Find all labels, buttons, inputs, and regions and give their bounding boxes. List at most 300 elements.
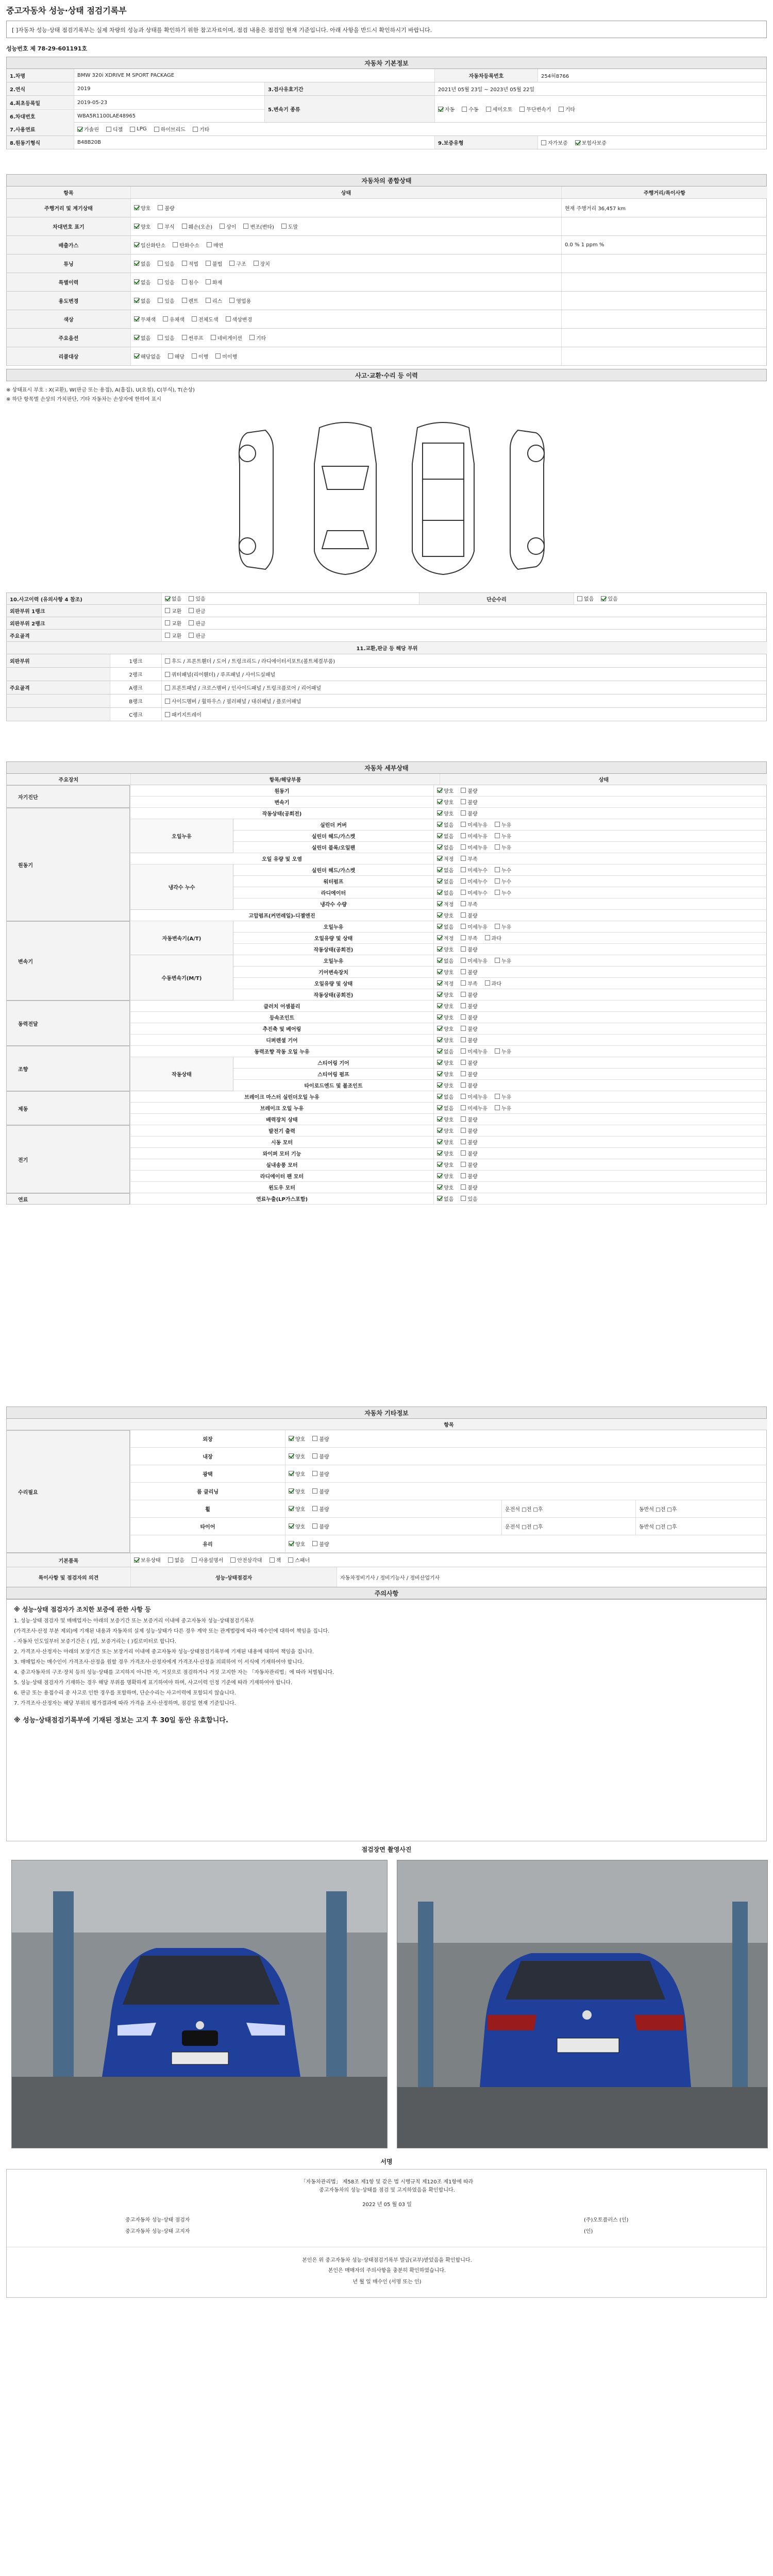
option[interactable] <box>168 352 184 360</box>
detail-row <box>233 819 767 831</box>
checkbox-icon <box>495 1094 500 1099</box>
option[interactable] <box>461 821 488 828</box>
option[interactable] <box>189 595 205 602</box>
option[interactable] <box>437 1183 453 1191</box>
accident-row <box>6 605 767 617</box>
checkbox-icon <box>461 1003 466 1008</box>
option[interactable] <box>192 352 208 360</box>
checkbox-icon <box>437 1060 442 1065</box>
option[interactable] <box>437 979 453 987</box>
other-row <box>130 1483 767 1500</box>
option[interactable] <box>134 315 156 323</box>
option[interactable] <box>281 223 298 230</box>
option-label: 누유 <box>501 1094 512 1100</box>
notes-heading-2: ※ 성능·상태점검기록부에 기재된 정보는 고지 후 30일 동안 유효합니다. <box>14 1717 228 1724</box>
rank-parts[interactable] <box>161 668 767 681</box>
option[interactable] <box>229 297 251 304</box>
general-state <box>130 236 561 254</box>
option[interactable] <box>134 241 165 249</box>
option[interactable] <box>206 297 222 304</box>
option[interactable] <box>437 1172 453 1180</box>
basic-items-options <box>130 1553 767 1567</box>
option[interactable] <box>158 278 174 286</box>
option[interactable] <box>461 968 477 976</box>
detail-item: 오일 유량 및 오염 <box>261 857 303 862</box>
option-group <box>134 315 259 324</box>
option-label: 없음 <box>444 1196 454 1202</box>
option-label: 도말 <box>288 224 298 230</box>
option[interactable] <box>289 1435 305 1443</box>
option[interactable] <box>437 1047 453 1055</box>
fuel-opt[interactable] <box>106 125 123 133</box>
option[interactable] <box>437 1081 453 1089</box>
rank-row <box>6 654 767 668</box>
option[interactable] <box>601 595 617 602</box>
checkbox-icon <box>461 810 466 816</box>
option-label: 양호 <box>295 1471 306 1478</box>
general-note <box>561 347 767 365</box>
detail-state <box>433 1193 767 1204</box>
plate-label: 자동차등록번호 <box>434 69 537 82</box>
option[interactable] <box>437 1025 453 1032</box>
trans-opt[interactable] <box>438 105 455 113</box>
option[interactable] <box>461 1025 477 1032</box>
fuel-opt[interactable] <box>77 125 99 133</box>
section-photos: 점검장면 촬영사진 <box>6 1843 767 1856</box>
option[interactable] <box>182 297 198 304</box>
checkbox-icon <box>438 107 443 112</box>
checkbox-icon <box>437 1196 442 1201</box>
option[interactable] <box>461 1104 488 1112</box>
option[interactable] <box>165 632 181 639</box>
checkbox-icon <box>437 958 442 963</box>
option-label: 미세누유 <box>467 924 488 930</box>
option[interactable] <box>206 260 222 267</box>
option[interactable] <box>168 1556 184 1564</box>
option[interactable] <box>134 204 150 212</box>
option-group <box>437 934 509 942</box>
option[interactable] <box>461 843 488 851</box>
general-note <box>561 255 767 273</box>
rank-row <box>6 694 767 708</box>
checkbox-icon <box>495 924 500 929</box>
checkbox-icon <box>461 1162 466 1167</box>
warranty-opt[interactable] <box>541 139 568 146</box>
option[interactable] <box>461 934 477 942</box>
option[interactable] <box>437 1070 453 1078</box>
rank-parts[interactable] <box>161 694 767 707</box>
checkbox-icon <box>437 924 442 929</box>
option[interactable] <box>165 595 181 602</box>
checkbox-icon <box>189 620 194 625</box>
option[interactable] <box>437 1036 453 1044</box>
option[interactable] <box>461 787 477 794</box>
option[interactable] <box>461 1149 477 1157</box>
option-label: 양호 <box>444 1083 454 1089</box>
option-label: 미이행 <box>222 354 238 360</box>
detail-state <box>433 785 767 796</box>
option[interactable] <box>495 843 511 851</box>
option-label: 양호 <box>444 970 454 976</box>
opt-label: 하이브리드 <box>160 127 186 133</box>
checkbox-icon <box>437 1094 442 1099</box>
option[interactable] <box>437 1195 453 1202</box>
option[interactable] <box>461 979 477 987</box>
option[interactable] <box>312 1522 329 1530</box>
detail-item: 기어변속장치 <box>318 970 348 976</box>
option[interactable] <box>289 1452 305 1460</box>
option[interactable] <box>437 991 453 998</box>
option[interactable] <box>189 619 205 627</box>
rank-label: 1랭크 <box>110 654 161 667</box>
option[interactable] <box>134 297 150 304</box>
rank-parts-text: 후드 / 프론트휀더 / 도어 / 트렁크리드 / 라디에이터서포트(볼트체결부품) <box>172 659 335 665</box>
option[interactable] <box>289 1505 305 1513</box>
checkbox-icon <box>289 1453 294 1459</box>
checkbox-icon <box>437 878 442 884</box>
option[interactable] <box>220 223 236 230</box>
detail-row <box>130 1114 767 1125</box>
option[interactable] <box>206 278 222 286</box>
option[interactable] <box>249 334 266 342</box>
option[interactable] <box>254 260 270 267</box>
option[interactable] <box>437 923 453 930</box>
fuel-opt[interactable] <box>154 125 186 133</box>
option[interactable] <box>495 889 511 896</box>
year-value: 2019 <box>74 82 264 95</box>
option[interactable] <box>495 832 511 840</box>
option[interactable] <box>289 1470 305 1478</box>
option[interactable] <box>461 798 477 806</box>
car-right-side <box>510 430 544 569</box>
option[interactable] <box>229 260 246 267</box>
option[interactable] <box>158 223 174 230</box>
option[interactable] <box>134 1556 161 1564</box>
checkbox-icon <box>206 298 211 303</box>
option[interactable] <box>461 1036 477 1044</box>
accident-label: 주요골격 <box>7 630 161 641</box>
option[interactable] <box>134 352 161 360</box>
option[interactable] <box>182 278 198 286</box>
option[interactable] <box>437 900 453 908</box>
detail-state <box>433 978 767 989</box>
option[interactable] <box>495 821 511 828</box>
checkbox-icon <box>461 969 466 974</box>
option[interactable] <box>461 1172 477 1180</box>
option[interactable] <box>173 241 199 249</box>
section-accident: 사고·교환·수리 등 이력 <box>6 369 767 381</box>
option[interactable] <box>437 1115 453 1123</box>
option[interactable] <box>437 1013 453 1021</box>
detail-row <box>130 1091 767 1103</box>
option[interactable] <box>437 798 453 806</box>
option[interactable] <box>577 595 594 602</box>
option[interactable] <box>461 1115 477 1123</box>
option[interactable] <box>461 1013 477 1021</box>
sig-pricing-value[interactable]: (인) <box>584 2229 593 2234</box>
option[interactable] <box>165 607 181 615</box>
rank-group: 주요골격 <box>7 681 110 694</box>
detail-item: 동력조향 작동 오일 누유 <box>254 1049 310 1055</box>
option[interactable] <box>189 607 205 615</box>
option[interactable] <box>437 787 453 794</box>
option-label: 불량 <box>467 947 478 953</box>
first-reg-value: 2019-05-23 <box>74 96 264 109</box>
option[interactable] <box>437 911 453 919</box>
option[interactable] <box>158 260 174 267</box>
option[interactable] <box>437 1161 453 1168</box>
option[interactable] <box>461 911 477 919</box>
option[interactable] <box>312 1470 329 1478</box>
fuel-opt[interactable] <box>193 125 209 133</box>
checkbox-icon <box>229 298 234 303</box>
option[interactable] <box>461 877 488 885</box>
rank-label: B랭크 <box>110 694 161 707</box>
trans-opt[interactable] <box>519 105 551 113</box>
col-item: 항목 <box>7 187 130 198</box>
option[interactable] <box>437 1127 453 1134</box>
option-group <box>289 1435 337 1443</box>
section-general: 자동차의 종합상태 <box>6 174 767 187</box>
option[interactable] <box>312 1487 329 1495</box>
detail-row <box>130 1035 767 1046</box>
option[interactable] <box>158 297 174 304</box>
option[interactable] <box>461 1127 477 1134</box>
option[interactable] <box>134 334 150 342</box>
option[interactable] <box>437 968 453 976</box>
option[interactable] <box>437 843 453 851</box>
option[interactable] <box>207 241 223 249</box>
detail-item: 시동 모터 <box>271 1140 293 1146</box>
option[interactable] <box>312 1540 329 1548</box>
trans-opt[interactable] <box>486 105 513 113</box>
option[interactable] <box>134 278 150 286</box>
option[interactable] <box>437 866 453 874</box>
option[interactable] <box>134 260 150 267</box>
checkbox-icon <box>437 1014 442 1020</box>
checkbox-icon <box>437 1037 442 1042</box>
option-group <box>134 278 229 286</box>
option[interactable] <box>163 315 184 323</box>
rank-parts[interactable] <box>161 654 767 667</box>
option[interactable] <box>182 334 204 342</box>
option[interactable] <box>243 223 274 230</box>
option[interactable] <box>461 923 488 930</box>
option[interactable] <box>158 204 174 212</box>
option[interactable] <box>289 1540 305 1548</box>
option[interactable] <box>485 934 501 942</box>
option[interactable] <box>189 632 205 639</box>
sig-receipt-sign[interactable]: 년 월 일 매수인 (서명 또는 인) <box>352 2279 422 2285</box>
option[interactable] <box>192 315 219 323</box>
option[interactable] <box>437 889 453 896</box>
detail-row <box>233 899 767 910</box>
option[interactable] <box>437 1149 453 1157</box>
option-label: 없음 <box>444 868 454 874</box>
option-label: 있음 <box>608 597 618 603</box>
sig-statement-1: 「자동차관리법」 제58조 제1항 및 같은 법 시행규칙 제120조 제1항에 따라 <box>300 2179 474 2185</box>
option[interactable] <box>461 1093 488 1100</box>
fuel-opt[interactable] <box>130 126 146 132</box>
option[interactable] <box>495 923 511 930</box>
option[interactable] <box>437 1002 453 1010</box>
option[interactable] <box>437 877 453 885</box>
option[interactable] <box>461 1195 477 1202</box>
checkbox-icon <box>437 1173 442 1178</box>
option-label: 있음 <box>164 261 175 267</box>
option[interactable] <box>495 1104 511 1112</box>
detail-item: 클러치 어셈블리 <box>263 1004 300 1010</box>
option[interactable] <box>230 1556 262 1564</box>
option[interactable] <box>461 1161 477 1168</box>
note-item: 2. 가격조사·산정자는 아래의 보장기간 또는 보장거리 이내에 중고자동차 성능·상태점검기록부에 기재된 내용에 대하여 책임을 집니다. <box>14 1649 314 1655</box>
checkbox-icon <box>165 608 170 613</box>
option[interactable] <box>437 821 453 828</box>
detail-state <box>433 933 767 943</box>
option[interactable] <box>461 957 488 964</box>
general-label: 주요옵션 <box>7 329 130 347</box>
option-label: 미세누수 <box>467 879 488 885</box>
checkbox-icon <box>437 1071 442 1076</box>
option-group <box>437 1172 485 1180</box>
option[interactable] <box>437 957 453 964</box>
option[interactable] <box>461 945 477 953</box>
option[interactable] <box>461 866 488 874</box>
option[interactable] <box>495 866 511 874</box>
option[interactable] <box>461 1047 488 1055</box>
option[interactable] <box>158 334 174 342</box>
other-extra: 운전석 □전 □후 <box>501 1518 635 1535</box>
option[interactable] <box>215 352 237 360</box>
detail-state <box>433 1171 767 1181</box>
option[interactable] <box>182 260 198 267</box>
option[interactable] <box>495 1093 511 1100</box>
option-group <box>437 821 518 829</box>
option-label: 불량 <box>467 1140 478 1146</box>
option[interactable] <box>437 1059 453 1066</box>
option-label: 없음 <box>141 280 151 286</box>
option-label: 없음 <box>444 1106 454 1112</box>
option[interactable] <box>485 979 501 987</box>
option-label: 불량 <box>467 1174 478 1180</box>
option-label: 일산화탄소 <box>141 243 166 249</box>
option[interactable] <box>289 1522 305 1530</box>
checkbox-icon <box>461 946 466 952</box>
opt-label: 가솔린 <box>84 127 99 133</box>
option[interactable] <box>461 1002 477 1010</box>
option[interactable] <box>461 855 477 862</box>
option[interactable] <box>437 809 453 817</box>
option[interactable] <box>461 1059 477 1066</box>
option-label: 없음 <box>444 924 454 930</box>
option[interactable] <box>461 900 477 908</box>
option[interactable] <box>437 934 453 942</box>
option[interactable] <box>134 223 150 230</box>
checkbox-icon <box>461 992 466 997</box>
option[interactable] <box>270 1556 281 1564</box>
other-item: 타이어 <box>200 1524 215 1530</box>
option[interactable] <box>461 1070 477 1078</box>
option-group <box>437 1138 485 1146</box>
notes-heading: ※ 성능·상태 점검자가 조치한 보증에 관한 사항 등 <box>14 1606 151 1613</box>
warranty-opt[interactable] <box>575 139 607 146</box>
option-label: 양호 <box>444 800 454 806</box>
rank-parts-text: 패키지트레이 <box>172 713 201 718</box>
option[interactable] <box>312 1435 329 1443</box>
checkbox-icon <box>437 980 442 986</box>
detail-row <box>130 1125 767 1137</box>
option-group <box>289 1470 337 1478</box>
option[interactable] <box>461 1183 477 1191</box>
general-row <box>6 199 767 217</box>
sig-receipt-2: 본인은 매매자의 주의사항을 충분히 확인하였습니다. <box>328 2268 446 2274</box>
trans-opt[interactable] <box>462 105 478 113</box>
option-group <box>437 979 509 988</box>
checkbox-icon <box>312 1523 317 1529</box>
option[interactable] <box>211 334 242 342</box>
option[interactable] <box>461 889 488 896</box>
rank-parts[interactable] <box>161 708 767 721</box>
option[interactable] <box>495 877 511 885</box>
sig-pricing-label: 중고자동차 성능·상태 고지자 <box>125 2229 190 2234</box>
option[interactable] <box>312 1452 329 1460</box>
checkbox-icon <box>437 799 442 804</box>
option[interactable] <box>226 315 253 323</box>
opt-label: LPG <box>137 126 147 132</box>
option[interactable] <box>461 1138 477 1146</box>
option[interactable] <box>495 1047 511 1055</box>
option-label: 양호 <box>444 1004 454 1010</box>
option[interactable] <box>437 945 453 953</box>
option-label: 렌트 <box>188 298 198 304</box>
option-group <box>437 798 485 806</box>
option-label: 매연 <box>213 243 224 249</box>
checkbox-icon <box>134 316 139 321</box>
option-label: 없음 <box>444 834 454 840</box>
option-group <box>437 855 485 863</box>
detail-row <box>130 1046 767 1057</box>
sig-inspector-value[interactable]: (주)오토플러스 (인) <box>584 2217 629 2223</box>
option-label: 부족 <box>467 856 478 862</box>
option[interactable] <box>461 809 477 817</box>
option[interactable] <box>437 832 453 840</box>
option[interactable] <box>495 957 511 964</box>
option[interactable] <box>182 223 212 230</box>
option[interactable] <box>437 1138 453 1146</box>
option[interactable] <box>288 1556 310 1564</box>
option[interactable] <box>437 1104 453 1112</box>
option-label: 미세누수 <box>467 868 488 874</box>
option[interactable] <box>461 832 488 840</box>
col-state: 상태 <box>440 774 767 785</box>
option-label: 판금 <box>195 621 206 627</box>
warranty-options <box>537 136 767 149</box>
option[interactable] <box>437 855 453 862</box>
checkbox-icon <box>461 856 466 861</box>
rank-parts[interactable] <box>161 681 767 694</box>
option[interactable] <box>165 619 181 627</box>
option[interactable] <box>192 1556 223 1564</box>
option[interactable] <box>289 1487 305 1495</box>
option[interactable] <box>461 991 477 998</box>
option[interactable] <box>461 1081 477 1089</box>
detail-row <box>233 887 767 899</box>
trans-opt[interactable] <box>559 105 575 113</box>
option[interactable] <box>437 1093 453 1100</box>
detail-row <box>233 876 767 887</box>
option[interactable] <box>312 1505 329 1513</box>
detail-row <box>130 1148 767 1159</box>
